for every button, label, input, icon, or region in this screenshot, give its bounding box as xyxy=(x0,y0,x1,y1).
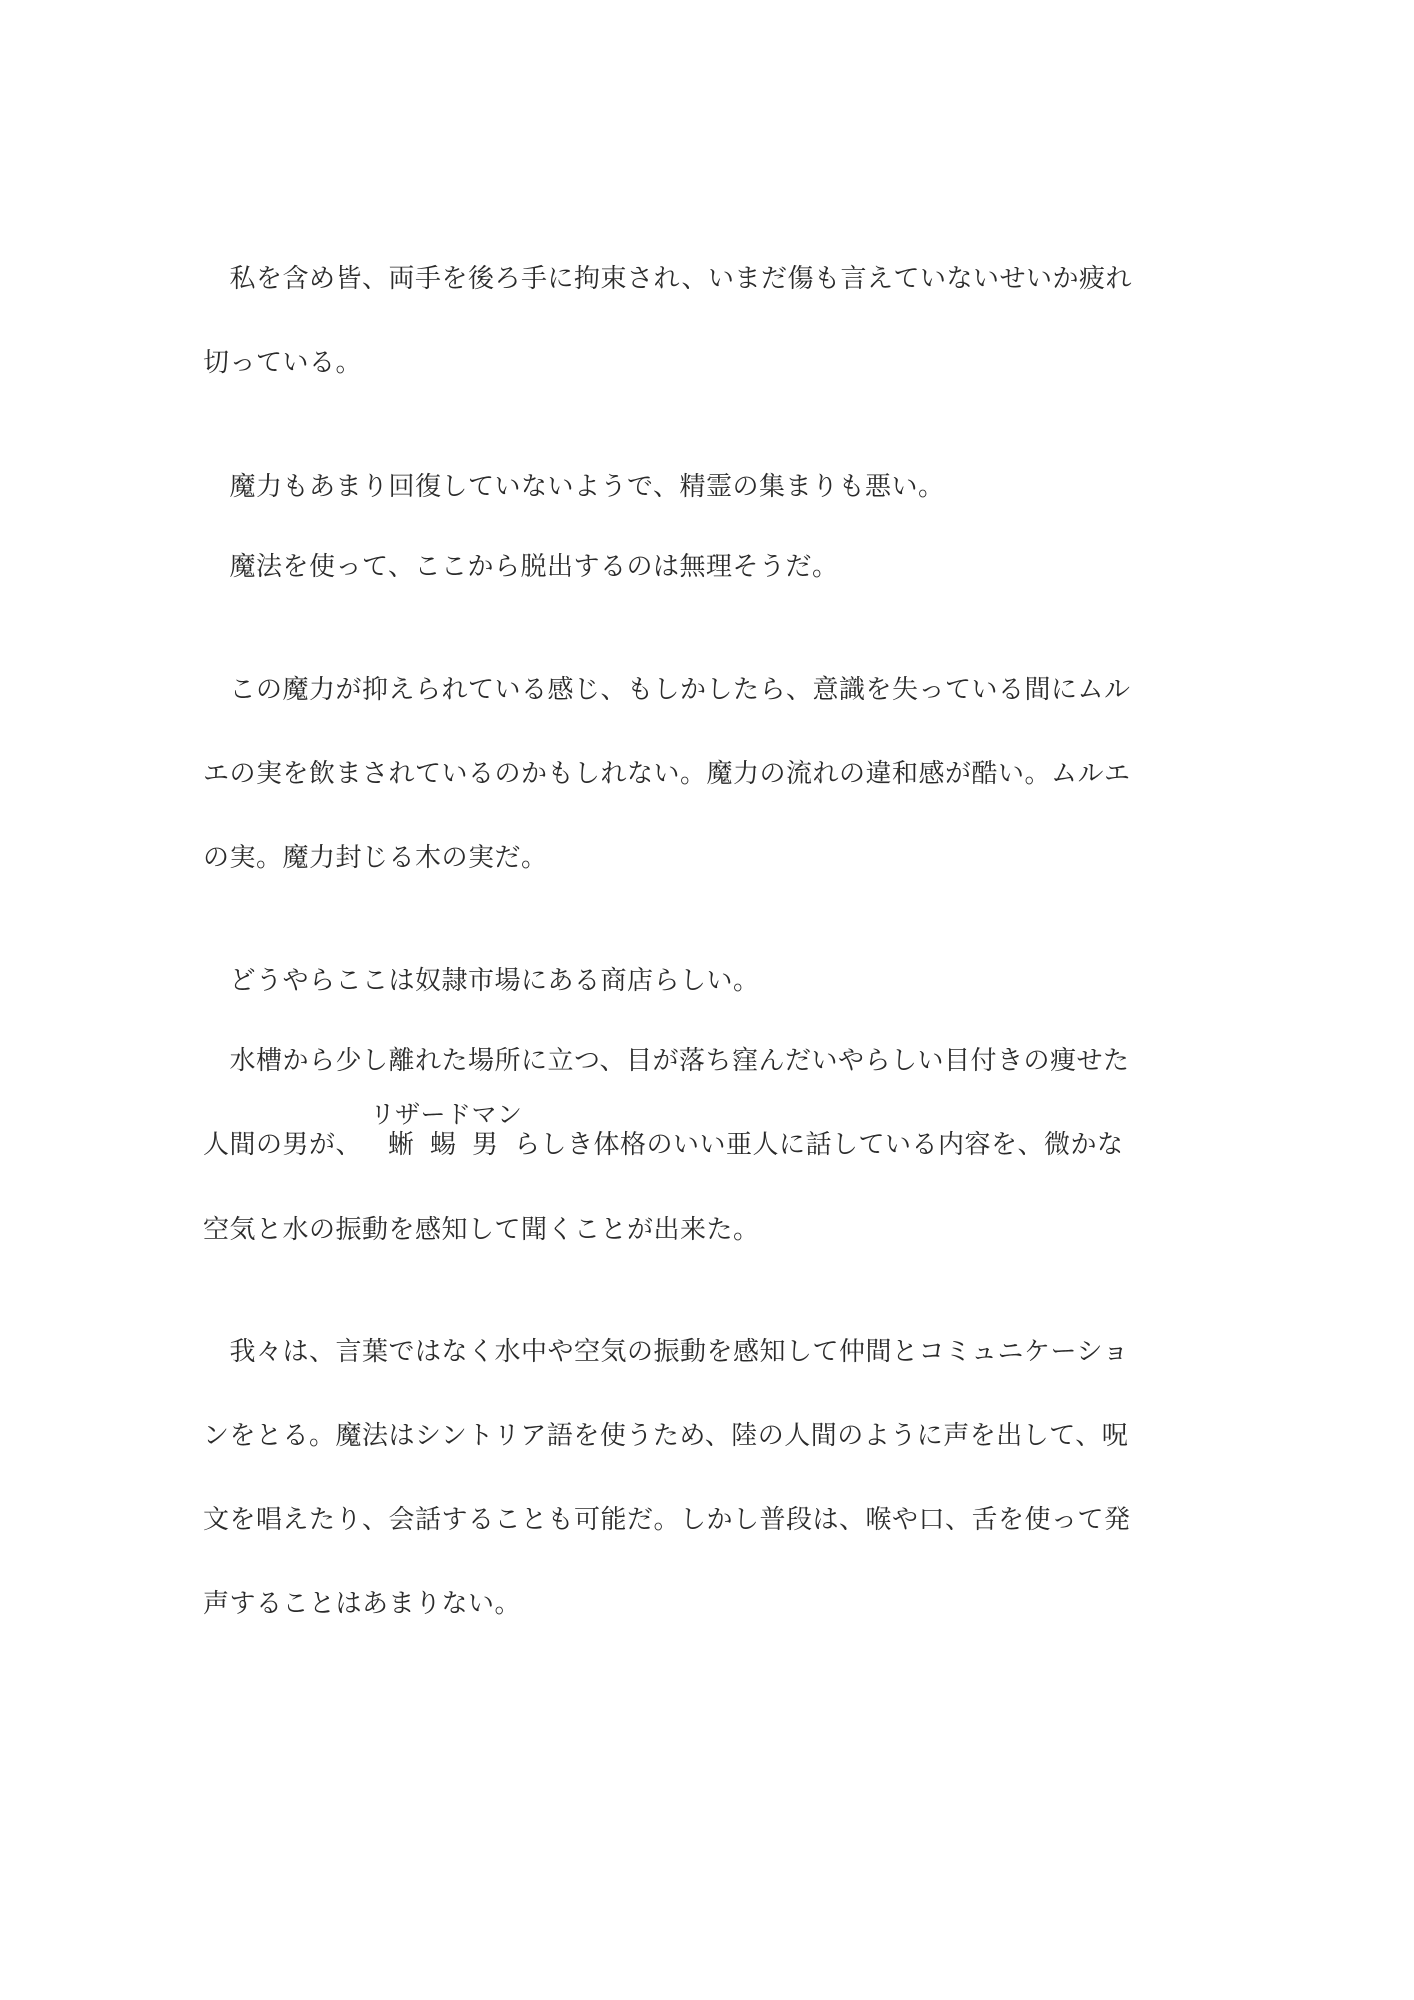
text-line: 切っている。 xyxy=(203,348,363,378)
text-line: エの実を飲まされているのかもしれない。魔力の流れの違和感が酷い。ムルエ xyxy=(203,759,1131,789)
text-line: 魔力もあまり回復していないようで、精霊の集まりも悪い。 xyxy=(203,472,945,502)
text-line: 水槽から少し離れた場所に立つ、目が落ち窪んだいやらしい目付きの痩せた xyxy=(203,1046,1130,1076)
ruby-line-after: らしき体格のいい亜人に話している内容を、微かな xyxy=(514,1130,1124,1160)
text-line: 我々は、言葉ではなく水中や空気の振動を感知して仲間とコミュニケーショ xyxy=(203,1337,1129,1367)
text-line: 魔法を使って、ここから脱出するのは無理そうだ。 xyxy=(203,552,839,582)
text-line: 文を唱えたり、会話することも可能だ。しかし普段は、喉や口、舌を使って発 xyxy=(203,1505,1131,1535)
ruby-text-line xyxy=(203,1100,1213,1162)
text-line: この魔力が抑えられている感じ、もしかしたら、意識を失っている間にムル xyxy=(203,675,1131,705)
text-line: どうやらここは奴隷市場にある商店らしい。 xyxy=(203,966,760,996)
text-line: 私を含め皆、両手を後ろ手に拘束され、いまだ傷も言えていないせいか疲れ xyxy=(203,264,1133,294)
ruby-base: 蜥蜴男 リザードマン xyxy=(370,1100,523,1160)
text-line: 空気と水の振動を感知して聞くことが出来た。 xyxy=(203,1215,760,1245)
text-line: ンをとる。魔法はシントリア語を使うため、陸の人間のように声を出して、呪 xyxy=(203,1421,1129,1451)
ruby-line-before: 人間の男が、 xyxy=(203,1130,363,1160)
text-line: の実。魔力封じる木の実だ。 xyxy=(203,843,548,873)
ruby-annotation: リザードマン xyxy=(370,1100,523,1129)
text-line: 声することはあまりない。 xyxy=(203,1589,522,1619)
